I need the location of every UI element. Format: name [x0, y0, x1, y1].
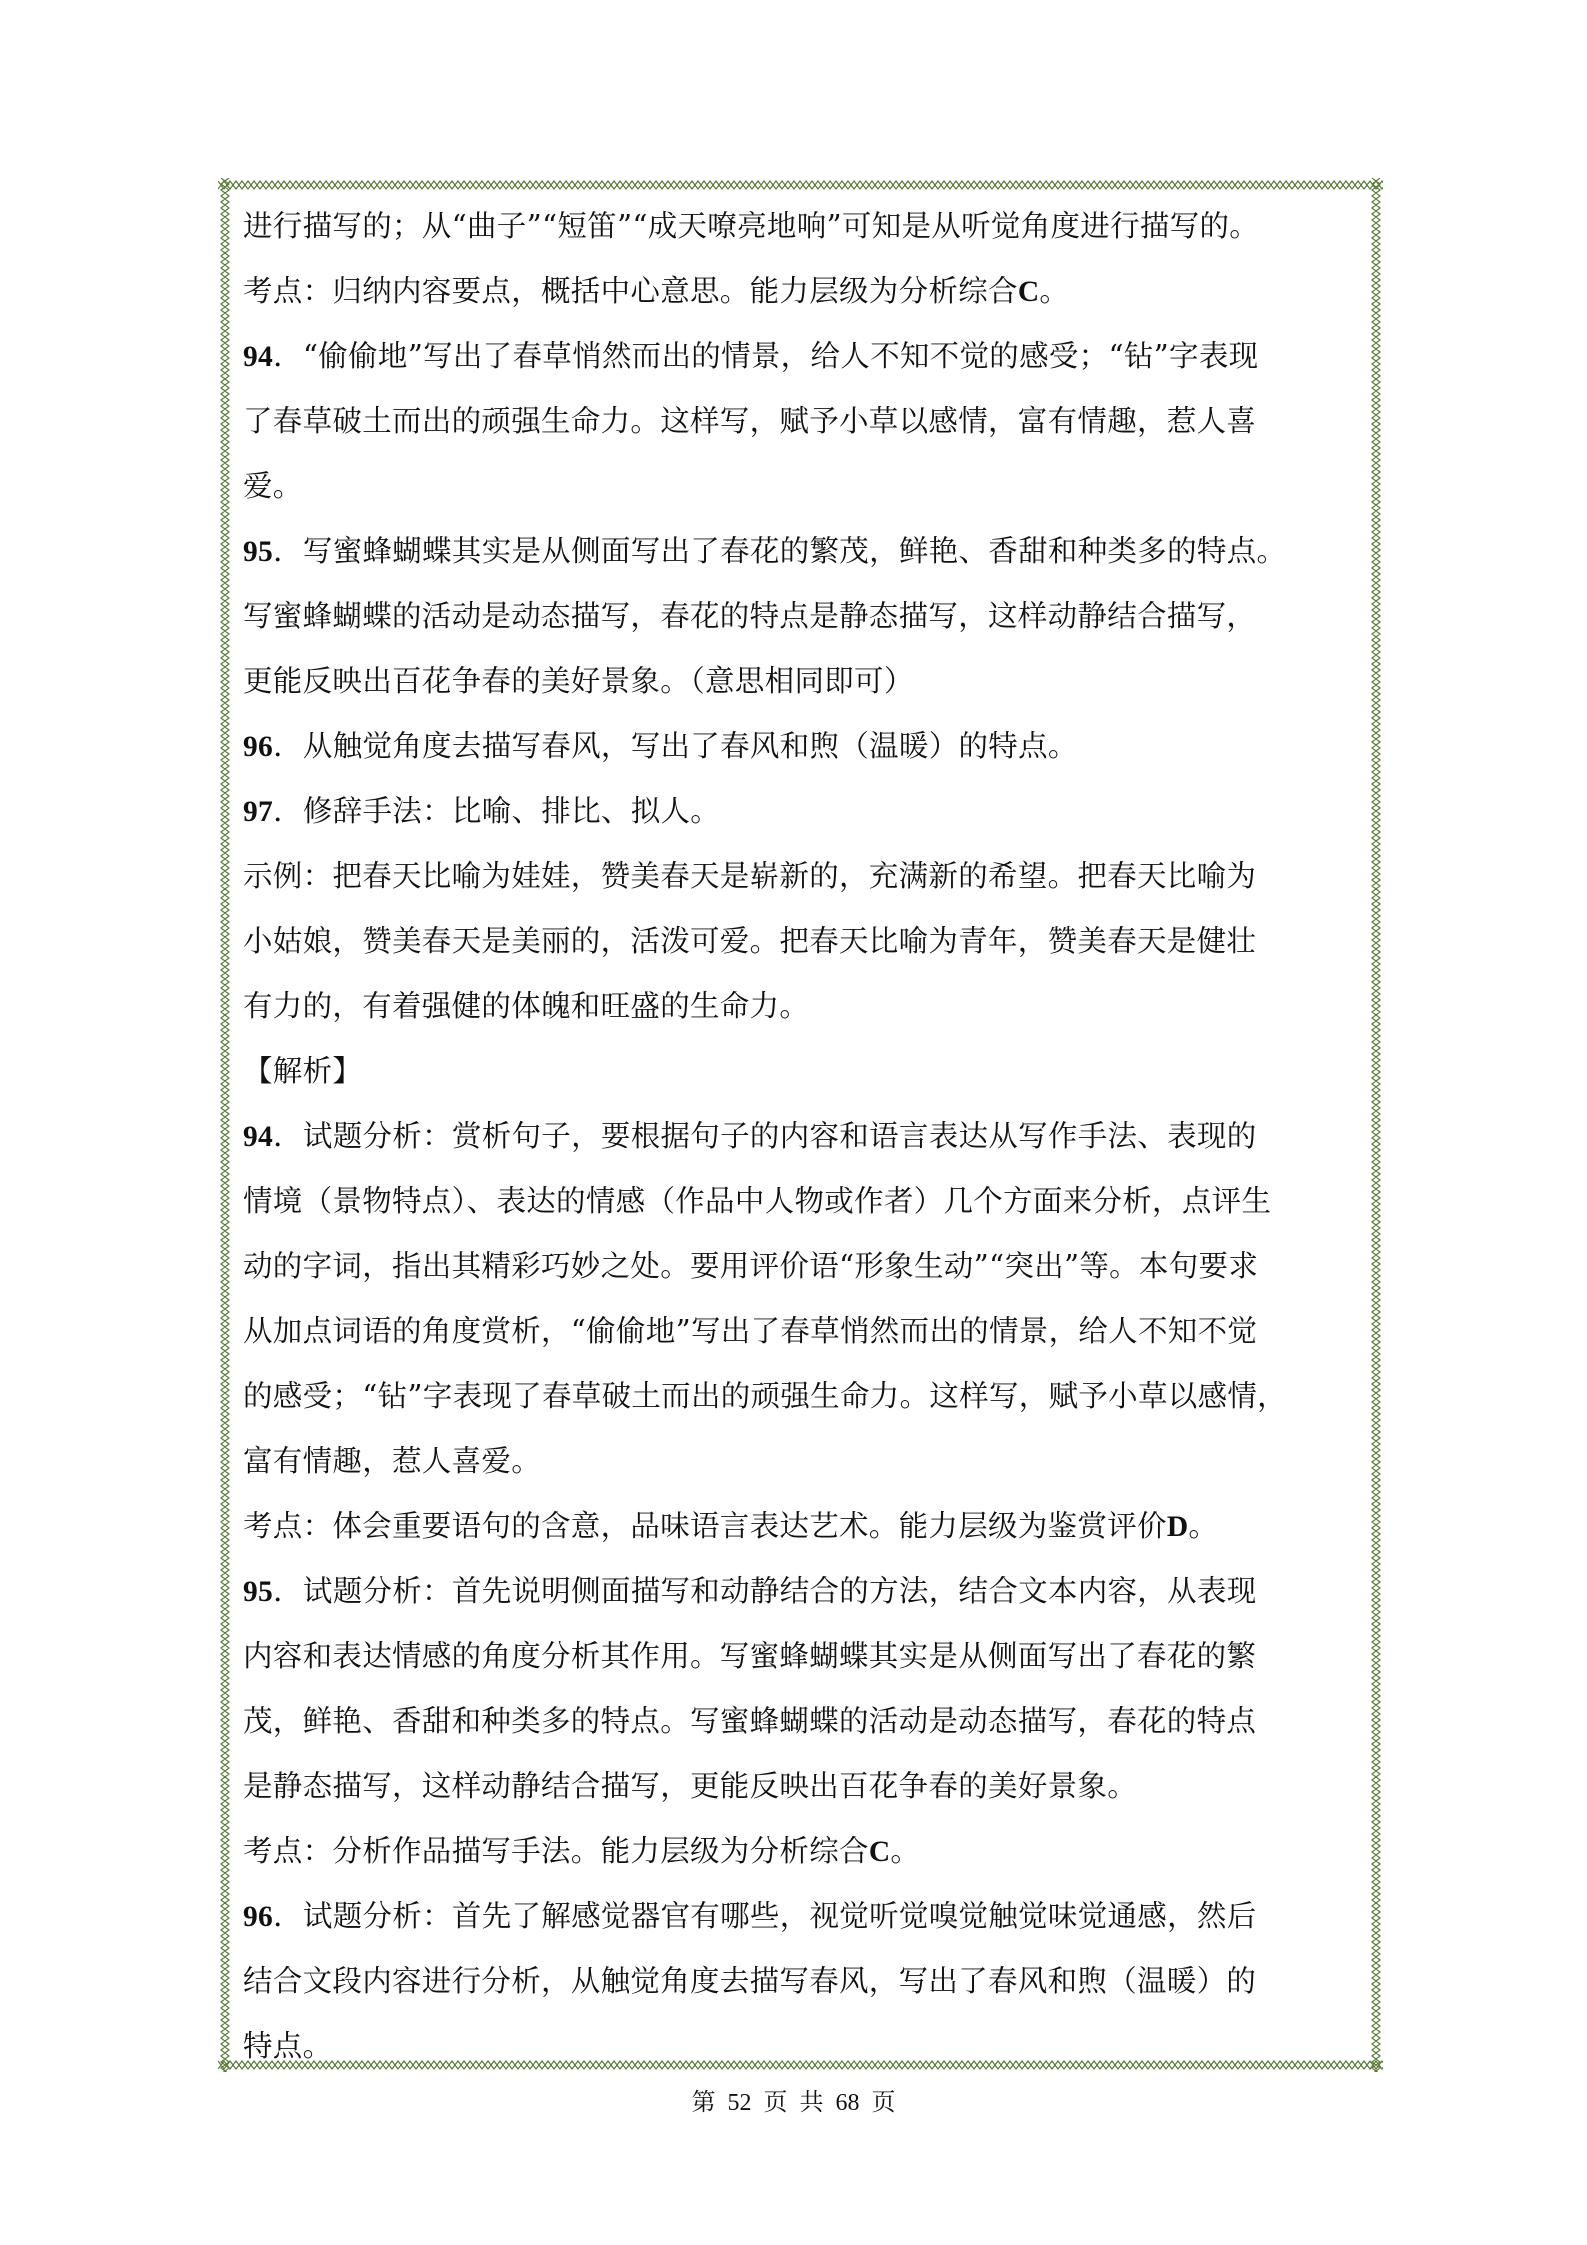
text-segment: 动的字词，指出其精彩巧妙之处。要用评价语“形象生动”“突出”等。本句要求: [243, 1249, 1259, 1283]
text-line: [243, 1884, 1363, 1949]
text-segment: 有力的，有着强健的体魄和旺盛的生命力。: [243, 989, 810, 1023]
text-segment: 考点：归纳内容要点，概括中心意思。能力层级为分析综合: [243, 274, 1018, 308]
text-line: [243, 1234, 1363, 1299]
bold-label: 96: [243, 731, 274, 763]
text-line: [243, 649, 1363, 714]
text-segment: 进行描写的；从“曲子”“短笛”“成天嘹亮地响”可知是从听觉角度进行描写的。: [243, 209, 1260, 243]
text-segment: 内容和表达情感的角度分析其作用。写蜜蜂蝴蝶其实是从侧面写出了春花的繁: [243, 1639, 1257, 1673]
text-segment: 爱。: [243, 469, 303, 503]
text-segment: ．从触觉角度去描写春风，写出了春风和煦（温暖）的特点。: [273, 729, 1078, 763]
text-segment: ．试题分析：首先了解感觉器官有哪些，视觉听觉嗅觉触觉味觉通感，然后: [273, 1899, 1257, 1933]
text-segment: 小姑娘，赞美春天是美丽的，活泼可爱。把春天比喻为青年，赞美春天是健壮: [243, 924, 1257, 958]
text-line: [243, 2014, 1363, 2079]
text-segment: 富有情趣，惹人喜爱。: [243, 1444, 542, 1478]
bold-label: C: [1017, 276, 1040, 308]
text-segment: ．试题分析：首先说明侧面描写和动静结合的方法，结合文本内容，从表现: [273, 1574, 1257, 1608]
page-number: 第 52 页 共 68 页: [691, 2090, 896, 2116]
text-line: [243, 1624, 1363, 1689]
text-segment: 更能反映出百花争春的美好景象。（意思相同即可）: [243, 664, 914, 698]
text-segment: 【解析】: [243, 1054, 363, 1088]
text-segment: 。: [1188, 1509, 1219, 1543]
text-segment: 特点。: [243, 2029, 333, 2063]
text-segment: 考点：体会重要语句的含意，品味语言表达艺术。能力层级为鉴赏评价: [243, 1509, 1167, 1543]
bold-label: 96: [243, 1901, 274, 1933]
bold-label: 94: [243, 1121, 274, 1153]
text-segment: 是静态描写，这样动静结合描写，更能反映出百花争春的美好景象。: [243, 1769, 1138, 1803]
bold-label: 95: [243, 536, 274, 568]
text-line: [243, 1169, 1363, 1234]
text-line: [243, 454, 1363, 519]
text-line: [243, 1299, 1363, 1364]
text-line: [243, 779, 1363, 844]
bold-label: 95: [243, 1576, 274, 1608]
text-segment: ．修辞手法：比喻、排比、拟人。: [273, 794, 721, 828]
text-line: [243, 1949, 1363, 2014]
text-segment: 考点：分析作品描写手法。能力层级为分析综合: [243, 1834, 869, 1868]
text-line: [243, 1104, 1363, 1169]
text-line: [243, 389, 1363, 454]
text-segment: 示例：把春天比喻为娃娃，赞美春天是崭新的，充满新的希望。把春天比喻为: [243, 859, 1257, 893]
text-segment: ．试题分析：赏析句子，要根据句子的内容和语言表达从写作手法、表现的: [273, 1119, 1257, 1153]
bold-label: C: [868, 1836, 891, 1868]
text-line: [243, 259, 1363, 324]
text-segment: 从加点词语的角度赏析，“偷偷地”写出了春草悄然而出的情景，给人不知不觉: [243, 1314, 1258, 1348]
text-line: [243, 1429, 1363, 1494]
text-segment: 。: [890, 1834, 921, 1868]
bold-label: 97: [243, 796, 274, 828]
text-line: [243, 1494, 1363, 1559]
text-line: [243, 714, 1363, 779]
text-segment: 茂，鲜艳、香甜和种类多的特点。写蜜蜂蝴蝶的活动是动态描写，春花的特点: [243, 1704, 1257, 1738]
answer-text-body: [243, 194, 1363, 2079]
text-line: [243, 1819, 1363, 1884]
text-line: [243, 1689, 1363, 1754]
text-line: [243, 1364, 1363, 1429]
text-segment: 结合文段内容进行分析，从触觉角度去描写春风，写出了春风和煦（温暖）的: [243, 1964, 1257, 1998]
border-left: [218, 178, 232, 2072]
text-segment: 情境（景物特点）、表达的情感（作品中人物或作者）几个方面来分析，点评生: [243, 1184, 1272, 1218]
text-line: [243, 1754, 1363, 1819]
text-line: [243, 519, 1363, 584]
text-segment: ．写蜜蜂蝴蝶其实是从侧面写出了春花的繁茂，鲜艳、香甜和种类多的特点。: [273, 534, 1287, 568]
text-line: [243, 324, 1363, 389]
text-line: [243, 974, 1363, 1039]
text-line: [243, 909, 1363, 974]
text-line: [243, 1039, 1363, 1104]
border-top: [218, 178, 1383, 192]
border-right: [1369, 178, 1383, 2072]
text-line: [243, 844, 1363, 909]
text-segment: ．“偷偷地”写出了春草悄然而出的情景，给人不知不觉的感受；“钻”字表现: [273, 339, 1259, 373]
text-line: [243, 194, 1363, 259]
text-segment: 了春草破土而出的顽强生命力。这样写，赋予小草以感情，富有情趣，惹人喜: [243, 404, 1257, 438]
text-segment: 的感受；“钻”字表现了春草破土而出的顽强生命力。这样写，赋予小草以感情，: [243, 1379, 1287, 1413]
text-segment: 写蜜蜂蝴蝶的活动是动态描写，春花的特点是静态描写，这样动静结合描写，: [243, 599, 1257, 633]
text-segment: 。: [1039, 274, 1070, 308]
bold-label: D: [1166, 1511, 1189, 1543]
text-line: [243, 584, 1363, 649]
text-line: [243, 1559, 1363, 1624]
bold-label: 94: [243, 341, 274, 373]
